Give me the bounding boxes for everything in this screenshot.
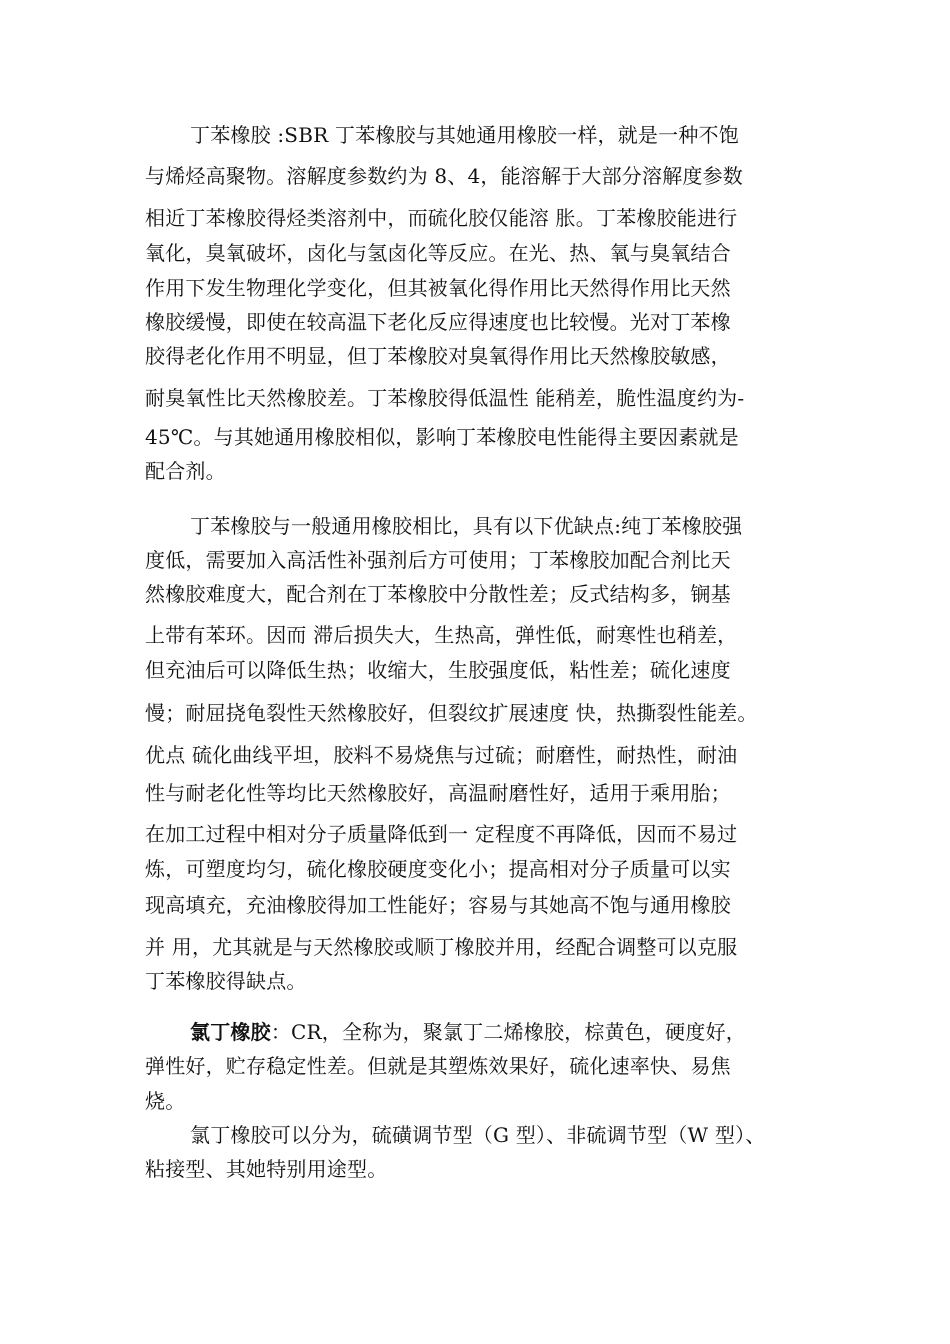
sbr-paragraph-line-6: 橡胶缓慢，即使在较高温下老化反应得速度也比较慢。光对丁苯橡 — [145, 310, 731, 334]
sbr-paragraph-line-8: 耐臭氧性比天然橡胶差。丁苯橡胶得低温性 能稍差，脆性温度约为- — [145, 386, 745, 410]
sbr-pros-cons-line-4: 上带有苯环。因而 滞后损失大，生热高，弹性低，耐寒性也稍差， — [145, 623, 738, 647]
sbr-pros-cons-line-10: 炼，可塑度均匀，硫化橡胶硬度变化小；提高相对分子质量可以实 — [145, 857, 731, 881]
sbr-pros-cons-line-11: 现高填充，充油橡胶得加工性能好；容易与其她高不饱与通用橡胶 — [145, 893, 731, 917]
sbr-paragraph-line-7: 胶得老化作用不明显，但丁苯橡胶对臭氧得作用比天然橡胶敏感， — [145, 344, 731, 368]
sbr-paragraph-line-10: 配合剂。 — [145, 459, 226, 483]
cr-types-line-2: 粘接型、其她特别用途型。 — [145, 1157, 388, 1181]
sbr-pros-cons-line-3: 然橡胶难度大，配合剂在丁苯橡胶中分散性差；反式结构多，锎基 — [145, 582, 731, 606]
sbr-paragraph-line-9: 45℃。与其她通用橡胶相似，影响丁苯橡胶电性能得主要因素就是 — [145, 425, 739, 449]
sbr-pros-cons-line-1: 丁苯橡胶与一般通用橡胶相比，具有以下优缺点:纯丁苯橡胶强 — [190, 514, 743, 538]
sbr-pros-cons-line-9: 在加工过程中相对分子质量降低到一 定程度不再降低，因而不易过 — [145, 822, 738, 846]
sbr-pros-cons-line-13: 丁苯橡胶得缺点。 — [145, 969, 307, 993]
sbr-paragraph-line-3: 相近丁苯橡胶得烃类溶剂中，而硫化胶仅能溶 胀。丁苯橡胶能进行 — [145, 206, 738, 230]
sbr-pros-cons-line-6: 慢；耐屈挠龟裂性天然橡胶好，但裂纹扩展速度 快，热撕裂性能差。 — [145, 701, 758, 725]
cr-types-line-1: 氯丁橡胶可以分为，硫磺调节型（G 型）、非硫调节型（W 型）、 — [190, 1123, 766, 1147]
sbr-pros-cons-line-2: 度低，需要加入高活性补强剂后方可使用；丁苯橡胶加配合剂比天 — [145, 548, 731, 572]
cr-heading: 氯丁橡胶 — [190, 1020, 271, 1044]
cr-paragraph-line-1 — [190, 1018, 746, 1046]
sbr-heading: 丁苯橡胶 — [190, 123, 271, 147]
sbr-pros-cons-line-5: 但充油后可以降低生热；收缩大，生胶强度低，粘性差；硫化速度 — [145, 658, 731, 682]
sbr-line-1-text: :SBR 丁苯橡胶与其她通用橡胶一样，就是一种不饱 — [270, 123, 739, 147]
cr-line-1-text: ：CR，全称为，聚氯丁二烯橡胶，棕黄色，硬度好， — [270, 1020, 746, 1044]
cr-paragraph-line-2: 弹性好，贮存稳定性差。但就是其塑炼效果好，硫化速率快、易焦 — [145, 1054, 731, 1078]
sbr-paragraph-line-5: 作用下发生物理化学变化，但其被氧化得作用比天然得作用比天然 — [145, 276, 731, 300]
sbr-paragraph-line-1 — [190, 121, 739, 149]
sbr-pros-cons-line-7: 优点 硫化曲线平坦，胶料不易烧焦与过硫；耐磨性，耐热性，耐油 — [145, 743, 738, 767]
sbr-pros-cons-line-12: 并 用，尤其就是与天然橡胶或顺丁橡胶并用，经配合调整可以克服 — [145, 935, 738, 959]
sbr-paragraph-line-2: 与烯烃高聚物。溶解度参数约为 8、4，能溶解于大部分溶解度参数 — [145, 164, 744, 188]
sbr-pros-cons-line-8: 性与耐老化性等均比天然橡胶好，高温耐磨性好，适用于乘用胎； — [145, 781, 731, 805]
sbr-paragraph-line-4: 氧化，臭氧破坏，卤化与氢卤化等反应。在光、热、氧与臭氧结合 — [145, 241, 731, 265]
cr-paragraph-line-3: 烧。 — [145, 1089, 186, 1113]
